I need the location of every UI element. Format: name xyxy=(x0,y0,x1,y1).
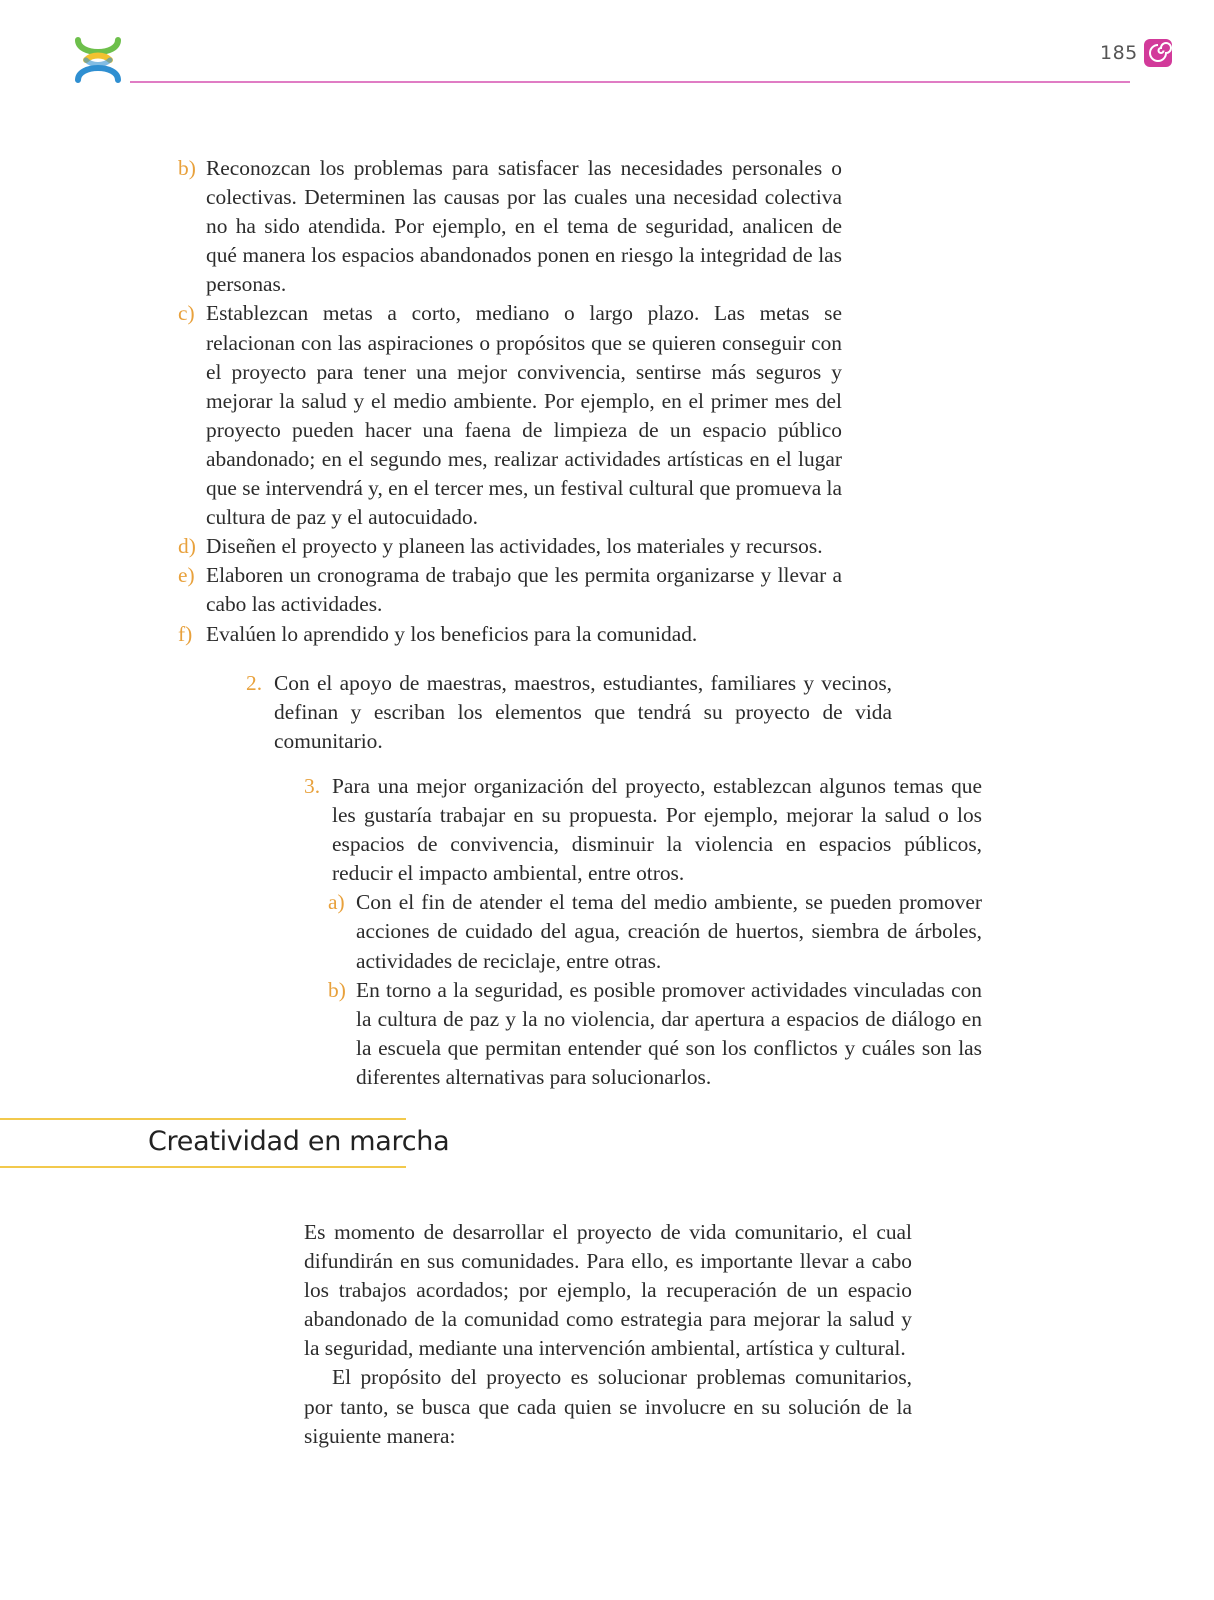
list-item: b) Reconozcan los problemas para satisfacer las necesidades personales o colectivas. Determinen las causas por las cuales una necesidad colectiva no ha sido atendida. Por ejemplo, en el tema de seguridad, analicen de qué manera los espacios abandonados ponen en riesgo la integridad de las personas. xyxy=(178,156,842,297)
header-rule xyxy=(130,81,1130,83)
paragraph: Es momento de desarrollar el proyecto de vida comunitario, el cual difundirán en sus comunidades. Para ello, es importante llevar a cabo los trabajos acordados; por ejemplo, la recuperación de un espacio abandonado de la comunidad como estrategia para mejorar la salud y la seguridad, mediante una intervención ambiental, artística y cultural. xyxy=(304,1220,912,1361)
list-item: b) En torno a la seguridad, es posible promover actividades vinculadas con la cultura de paz y la no violencia, dar apertura a espacios de diálogo en la escuela que permitan entender qué son los conflictos y cuáles son las diferentes alternativas para solucionarlos. xyxy=(328,977,982,1089)
closing-text xyxy=(304,1218,912,1451)
list-item: c) Establezcan metas a corto, mediano o largo plazo. Las metas se relacionan con las aspiraciones o propósitos que se quieren conseguir con el proyecto para tener una mejor convivencia, sentirse más seguros y mejorar la salud y el medio ambiente. Por ejemplo, en el primer mes del proyecto pueden hacer una faena de limpieza de un espacio público abandonado; en el segundo mes, realizar actividades artísticas en el lugar que se intervendrá y, en el tercer mes, un festival cultural que promueva la cultura de paz y el autocuidado. xyxy=(178,301,842,530)
list-item: a) Con el fin de atender el tema del medio ambiente, se pueden promover acciones de cuidado del agua, creación de huertos, siembra de árboles, actividades de reciclaje, entre otras. xyxy=(328,890,982,973)
sub-list xyxy=(304,888,982,1092)
numbered-step-2: 2. Con el apoyo de maestras, maestros, estudiantes, familiares y vecinos, definan y escriban los elementos que tendrá su proyecto de vida comunitario. xyxy=(246,671,892,754)
page-number: 185 xyxy=(1100,42,1138,64)
list-item: d) Diseñen el proyecto y planeen las actividades, los materiales y recursos. xyxy=(178,534,823,559)
section-rule-top xyxy=(0,1118,406,1120)
intertwined-figures-logo-icon xyxy=(72,34,124,86)
numbered-step-3: 3. Para una mejor organización del proyecto, establezcan algunos temas que les gustaría trabajar en su propuesta. Por ejemplo, mejorar la salud o los espacios de convivencia, disminuir la violencia en espacios públicos, reducir el impacto ambiental, entre otros. a) Con el fin de atender el tema del medio ambiente, se pueden promover acciones de cuidado del agua, creación de huertos, siembra de árboles, actividades de reciclaje, entre otras. b) En torno a la seguridad, es posible promover actividades vinculadas con la cultura de paz y la no violencia, dar apertura a espacios de diálogo en la escuela que permitan entender qué son los conflictos y cuáles son las diferentes alternativas para solucionarlos. xyxy=(304,772,982,1092)
spiral-glyph-icon xyxy=(1143,38,1173,68)
section-title: Creatividad en marcha xyxy=(148,1126,450,1157)
section-rule-bottom xyxy=(0,1166,406,1168)
list-item: f) Evalúen lo aprendido y los beneficios para la comunidad. xyxy=(178,621,698,646)
lettered-list xyxy=(178,154,842,649)
paragraph: El propósito del proyecto es solucionar problemas comunitarios, por tanto, se busca que cada quien se involucre en su solución de la siguiente manera: xyxy=(304,1365,912,1448)
list-item: e) Elaboren un cronograma de trabajo que les permita organizarse y llevar a cabo las actividades. xyxy=(178,563,842,617)
